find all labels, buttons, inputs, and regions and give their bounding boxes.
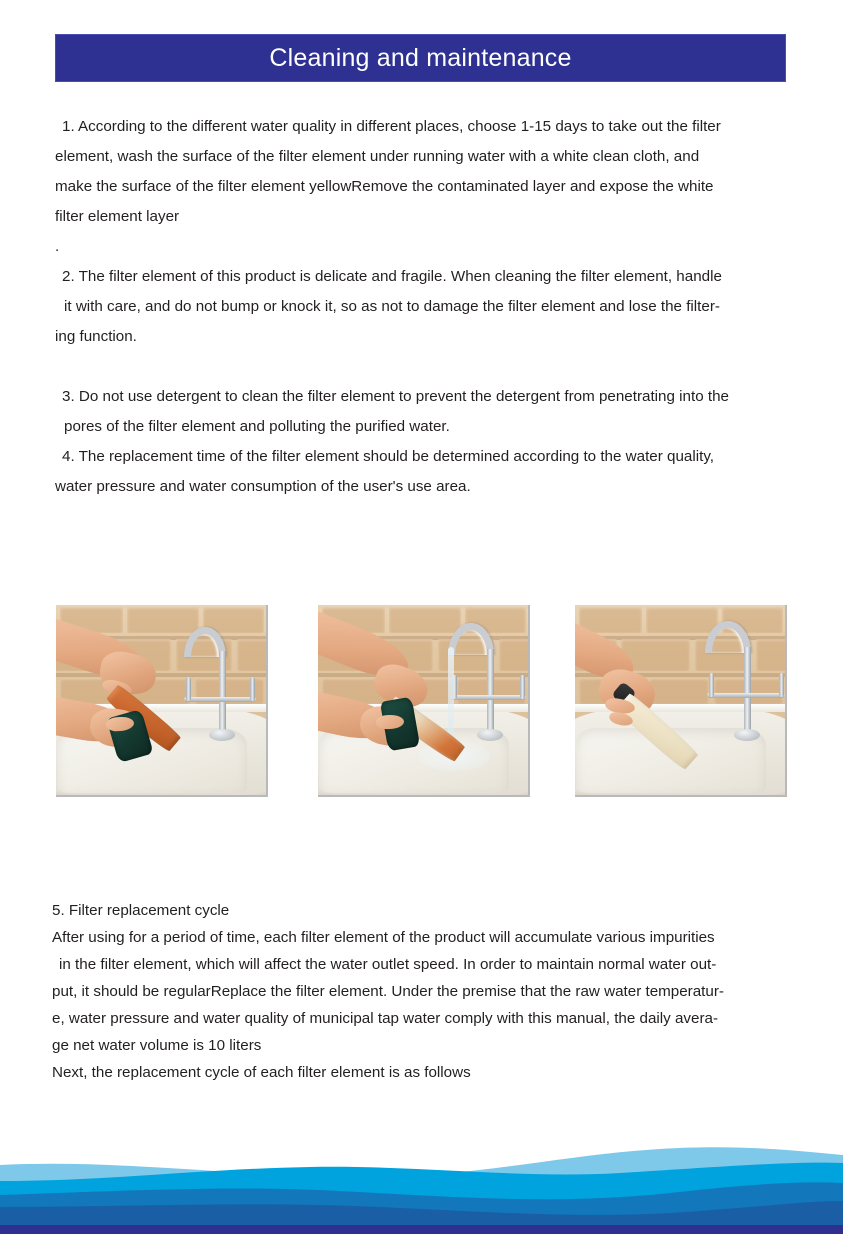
item5-line5: ge net water volume is 10 liters bbox=[52, 1037, 262, 1054]
item4-line1: 4. The replacement time of the filter element should be determined according to the water quality, bbox=[62, 448, 715, 465]
item4-line2: water pressure and water consumption of the user's use area. bbox=[55, 478, 471, 495]
instruction-item-4 bbox=[55, 442, 827, 502]
item3-line1: 3. Do not use detergent to clean the filter element to prevent the detergent from penetrating into the bbox=[62, 388, 729, 405]
instruction-item-2 bbox=[55, 262, 827, 352]
photo-clean-filter bbox=[575, 605, 787, 797]
replacement-cycle-section bbox=[52, 897, 837, 1086]
stray-period-line: . bbox=[55, 238, 60, 255]
instruction-item-3 bbox=[55, 382, 827, 442]
wave-layer-navy bbox=[0, 1225, 843, 1234]
item1-line1: 1. According to the different water quality in different places, choose 1-15 days to take out the filter bbox=[62, 118, 721, 135]
item1-line3: make the surface of the filter element yellowRemove the contaminated layer and expose the white bbox=[55, 178, 714, 195]
photo-rinsing-filter bbox=[318, 605, 530, 797]
section-header-banner bbox=[55, 34, 786, 82]
sink-scene bbox=[318, 605, 528, 795]
wave-footer-svg bbox=[0, 1129, 843, 1234]
item5-line3: put, it should be regularReplace the filter element. Under the premise that the raw water temperatur- bbox=[52, 983, 724, 1000]
instruction-photo-row bbox=[56, 605, 789, 797]
item1-line2: element, wash the surface of the filter element under running water with a white clean cloth, and bbox=[55, 148, 700, 165]
item3-line2: pores of the filter element and polluting the purified water. bbox=[64, 418, 450, 435]
item5-line4: e, water pressure and water quality of municipal tap water comply with this manual, the daily avera- bbox=[52, 1010, 719, 1027]
sink-scene bbox=[56, 605, 266, 795]
sink-scene bbox=[575, 605, 785, 795]
item2-line1: 2. The filter element of this product is delicate and fragile. When cleaning the filter element, handle bbox=[62, 268, 722, 285]
item5-line1: After using for a period of time, each filter element of the product will accumulate various impurities bbox=[52, 929, 715, 946]
item2-line2: it with care, and do not bump or knock it, so as not to damage the filter element and lose the filter- bbox=[64, 298, 720, 315]
item2-line3: ing function. bbox=[55, 328, 137, 345]
wave-footer-decoration bbox=[0, 1129, 843, 1234]
item5-heading: 5. Filter replacement cycle bbox=[52, 902, 230, 919]
instructions-body bbox=[55, 112, 827, 502]
item1-line4: filter element layer bbox=[55, 208, 180, 225]
photo-scrubbing-dirty-filter bbox=[56, 605, 268, 797]
instruction-item-1 bbox=[55, 112, 827, 232]
paragraph-spacer bbox=[55, 352, 827, 382]
page-title: Cleaning and maintenance bbox=[269, 43, 572, 72]
item5-line6: Next, the replacement cycle of each filter element is as follows bbox=[52, 1064, 471, 1081]
item5-line2: in the filter element, which will affect the water outlet speed. In order to maintain normal water out- bbox=[59, 956, 717, 973]
